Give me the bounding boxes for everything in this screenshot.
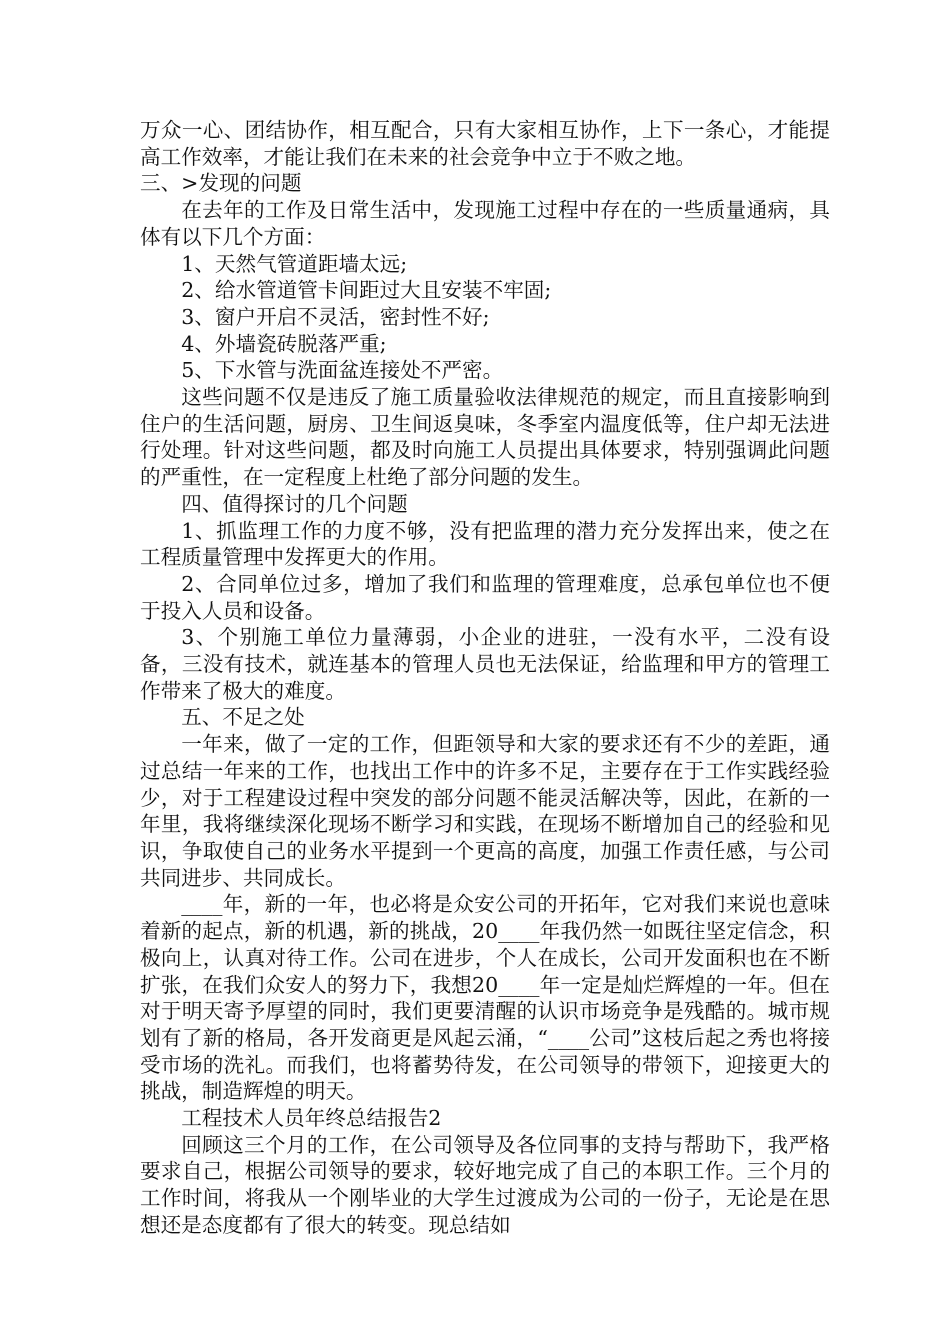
document-page [140,117,830,1239]
section-heading-problems: 三、>发现的问题 [140,171,302,196]
list-item: 3、窗户开启不灵活，密封性不好; [181,304,490,329]
paragraph-shortcomings: 一年来，做了一定的工作，但距领导和大家的要求还有不少的差距，通过总结一年来的工作，也找出工作中的许多不足，主要存在于工作实践经验少，对于工程建设过程中突发的部分问题不能灵活解决等，因此，在新的一年里，我将继续深化现场不断学习和实践，在现场不断增加自己的经验和见识，争取使自己的业务水平提到一个更高的高度，加强工作责任感，与公司共同进步、共同成长。 [140,732,830,890]
paragraph-discussion-3: 3、个别施工单位力量薄弱，小企业的进驻，一没有水平，二没有设备，三没有技术，就连基本的管理人员也无法保证，给监理和甲方的管理工作带来了极大的难度。 [140,625,830,703]
section-heading-discussion: 四、值得探讨的几个问题 [181,491,408,516]
paragraph-review: 回顾这三个月的工作，在公司领导及各位同事的支持与帮助下，我严格要求自己，根据公司领导的要求，较好地完成了自己的本职工作。三个月的工作时间，将我从一个刚毕业的大学生过渡成为公司的一份子，无论是在思想还是态度都有了很大的转变。现总结如 [140,1132,830,1237]
list-item: 5、下水管与洗面盆连接处不严密。 [181,358,504,383]
paragraph-intro-continued: 万众一心、团结协作，相互配合，只有大家相互协作，上下一条心，才能提高工作效率，才能让我们在未来的社会竞争中立于不败之地。 [140,118,830,169]
paragraph-problems-intro: 在去年的工作及日常生活中，发现施工过程中存在的一些质量通病，具体有以下几个方面： [140,198,830,249]
list-item: 2、给水管道管卡间距过大且安装不牢固; [181,278,552,303]
paragraph-discussion-2: 2、合同单位过多，增加了我们和监理的管理难度，总承包单位也不便于投入人员和设备。 [140,571,830,623]
paragraph-problems-impact: 这些问题不仅是违反了施工质量验收法律规范的规定，而且直接影响到住户的生活问题，厨房、卫生间返臭味，冬季室内温度低等，住户却无法进行处理。针对这些问题，都及时向施工人员提出具体要求，特别强调此问题的严重性，在一定程度上杜绝了部分问题的发生。 [140,385,830,490]
paragraph-discussion-1: 1、抓监理工作的力度不够，没有把监理的潜力充分发挥出来，使之在工程质量管理中发挥更大的作用。 [140,518,830,570]
report-title-2: 工程技术人员年终总结报告2 [181,1106,442,1131]
list-item: 1、天然气管道距墙太远; [181,251,408,276]
paragraph-new-year: ____年，新的一年，也必将是众安公司的开拓年，它对我们来说也意味着新的起点，新的机遇，新的挑战，20____年我仍然一如既往坚定信念，积极向上，认真对待工作。公司在进步，个人在成长，公司开发面积也在不断扩张，在我们众安人的努力下，我想20____年一定是灿烂辉煌的一年。但在对于明天寄予厚望的同时，我们更要清醒的认识市场竞争是残酷的。城市规划有了新的格局，各开发商更是风起云涌，“____公司”这枝后起之秀也将接受市场的洗礼。而我们，也将蓄势待发，在公司领导的带领下，迎接更大的挑战，制造辉煌的明天。 [140,892,830,1104]
list-item: 4、外墙瓷砖脱落严重; [181,331,387,356]
section-heading-shortcomings: 五、不足之处 [181,705,305,730]
